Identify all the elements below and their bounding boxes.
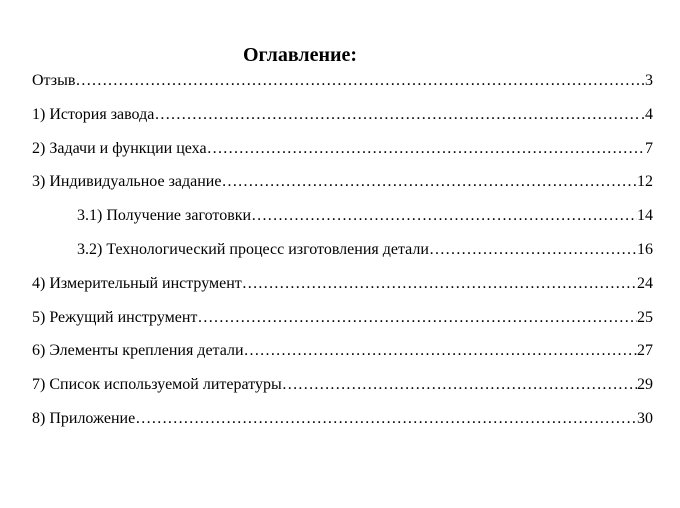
toc-page-number: .3 [641, 72, 653, 89]
toc-entry-feedback [32, 70, 653, 104]
toc-entry-manufacturing-process [32, 239, 653, 273]
toc-page-number: 25 [637, 308, 653, 326]
toc-entry-fixtures [32, 340, 653, 374]
toc-dot-leader [154, 104, 641, 126]
toc-entry-shop-tasks [32, 138, 653, 172]
toc-entry-appendix [32, 408, 653, 442]
toc-entry-plant-history [32, 104, 653, 138]
toc-page-number: 27 [637, 342, 653, 360]
toc-entry-label: 2) Задачи и функции цеха [32, 139, 207, 157]
toc-title: Оглавление: [242, 44, 358, 66]
toc-dot-leader [244, 340, 637, 362]
toc-page-number: 30 [637, 409, 653, 427]
toc-dot-leader [251, 205, 637, 227]
toc-entry-cutting-tools [32, 307, 653, 341]
toc-dot-leader [429, 239, 637, 261]
toc-dot-leader [75, 70, 641, 92]
toc-dot-leader [221, 171, 637, 193]
toc-entry-label: 8) Приложение [32, 409, 136, 427]
toc-entry-individual-task [32, 171, 653, 205]
toc-page-number: 14 [637, 207, 653, 225]
toc-page-number: 29 [637, 376, 653, 394]
toc-entry-label: 4) Измерительный инструмент [32, 274, 242, 292]
toc-entry-label: 6) Элементы крепления детали [32, 342, 244, 360]
toc-page-number: 12 [637, 173, 653, 191]
toc-entry-blank-production [32, 205, 653, 239]
toc-dot-leader [207, 138, 645, 160]
toc-entry-label: 1) История завода [32, 105, 155, 123]
toc-entry-label: 5) Режущий инструмент [32, 308, 198, 326]
toc-entry-measuring-tools [32, 273, 653, 307]
toc-list [32, 70, 653, 442]
toc-dot-leader [197, 307, 637, 329]
toc-entry-label: 3.1) Получение заготовки [77, 207, 252, 225]
toc-entry-label: 3) Индивидуальное задание [32, 173, 222, 191]
toc-entry-label: 7) Список используемой литературы [32, 376, 282, 394]
toc-entry-label: Отзыв [32, 72, 76, 89]
toc-page-number: 7 [645, 139, 653, 157]
toc-entry-references [32, 374, 653, 408]
toc-entry-label: 3.2) Технологический процесс изготовления детали [77, 240, 429, 258]
toc-dot-leader [135, 408, 637, 430]
toc-dot-leader [242, 273, 637, 295]
toc-page-number: 16 [637, 240, 653, 258]
toc-page-number: .4 [641, 105, 653, 123]
toc-page-number: 24 [637, 274, 653, 292]
toc-dot-leader [282, 374, 637, 396]
